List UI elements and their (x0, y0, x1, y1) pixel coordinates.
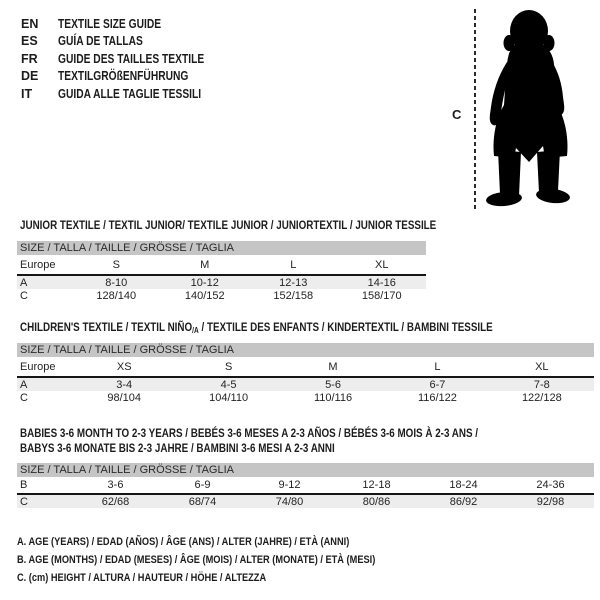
table-cell: 18-24 (449, 479, 478, 491)
column-header-cell: XL (375, 258, 389, 271)
table-cell: 122/128 (521, 391, 562, 404)
table-cell: 8-10 (105, 276, 128, 289)
footnote-age-years: A. AGE (YEARS) / EDAD (AÑOS) / ÂGE (ANS) / ALTER (JAHRE) / ETÀ (ANNI) (17, 536, 350, 548)
table-cell: 86/92 (449, 495, 478, 508)
table-cell: 128/140 (96, 289, 137, 302)
row-label: A (20, 276, 28, 289)
column-header-cell: L (290, 258, 297, 271)
table-row-a (17, 378, 594, 391)
column-header-cell: L (434, 360, 441, 373)
table-cell: 7-8 (533, 378, 550, 391)
size-header-bar: SIZE / TALLA / TAILLE / GRÖSSE / TAGLIA (17, 241, 426, 255)
language-title: TEXTILE SIZE GUIDE (58, 16, 162, 31)
region-label: Europe (20, 258, 56, 271)
region-label: Europe (20, 360, 56, 373)
table-cell: 158/170 (361, 289, 402, 302)
babies-size-table (17, 463, 594, 508)
column-header-row (17, 255, 426, 274)
row-label: B (20, 479, 28, 491)
language-code: IT (21, 86, 33, 101)
column-header-cell: XL (535, 360, 549, 373)
table-cell: 74/80 (275, 495, 304, 508)
table-cell: 104/110 (209, 391, 249, 404)
table-row-c (17, 289, 426, 302)
table-cell: 9-12 (278, 479, 301, 491)
children-table-title (20, 321, 493, 335)
table-cell: 68/74 (188, 495, 217, 508)
column-header-cell: M (200, 258, 210, 271)
table-cell: 3-6 (107, 479, 124, 491)
language-row-en (21, 15, 236, 33)
row-label: C (20, 391, 28, 404)
height-measure-dashed-line (474, 9, 476, 209)
table-cell: 116/122 (417, 391, 457, 404)
table-row-c (17, 391, 594, 404)
table-cell: 6-7 (429, 378, 446, 391)
footnote-height: C. (cm) HEIGHT / ALTURA / HAUTEUR / HÖHE / ALTEZZA (17, 572, 267, 584)
table-cell: 92/98 (536, 495, 565, 508)
language-code: FR (21, 51, 38, 66)
table-cell: 4-5 (220, 378, 237, 391)
language-title: GUÍA DE TALLAS (58, 34, 143, 49)
table-cell: 152/158 (273, 289, 314, 302)
table-cell: 110/116 (313, 391, 353, 404)
junior-table-title: JUNIOR TEXTILE / TEXTIL JUNIOR/ TEXTILE JUNIOR / JUNIORTEXTIL / JUNIOR TESSILE (20, 218, 437, 232)
column-header-cell: XS (116, 360, 132, 373)
column-header-cell: S (224, 360, 233, 373)
children-size-table (17, 343, 594, 404)
language-title: TEXTILGRÖßENFÜHRUNG (58, 69, 189, 84)
babies-table-title (20, 426, 478, 456)
language-title-list (21, 15, 236, 103)
table-cell: 12-18 (362, 479, 391, 491)
column-header-row (17, 357, 594, 376)
table-row-b (17, 477, 594, 493)
language-code: DE (21, 69, 39, 84)
row-label: C (20, 289, 28, 302)
language-row-de (21, 68, 236, 86)
column-header-cell: S (112, 258, 120, 271)
table-cell: 3-4 (116, 378, 133, 391)
size-header-bar: SIZE / TALLA / TAILLE / GRÖSSE / TAGLIA (17, 343, 594, 357)
language-row-it (21, 85, 236, 103)
table-row-a (17, 276, 426, 289)
language-row-fr (21, 50, 236, 68)
table-cell: 140/152 (184, 289, 225, 302)
table-cell: 12-13 (279, 276, 308, 289)
junior-size-table (17, 241, 426, 302)
table-cell: 24-36 (536, 479, 565, 491)
column-header-cell: M (328, 360, 338, 373)
table-cell: 10-12 (190, 276, 219, 289)
babies-title-line2: BABYS 3-6 MONATE BIS 2-3 JAHRE / BAMBINI 3-6 MESI A 2-3 ANNI (20, 441, 335, 455)
size-header-bar: SIZE / TALLA / TAILLE / GRÖSSE / TAGLIA (17, 463, 594, 477)
table-cell: 98/104 (107, 391, 142, 404)
language-title: GUIDA ALLE TAGLIE TESSILI (58, 86, 202, 101)
row-label: C (20, 495, 28, 508)
title-text: CHILDREN'S TEXTILE / TEXTIL NIÑO (20, 320, 193, 334)
language-row-es (21, 33, 236, 51)
toddler-silhouette-image (483, 10, 578, 210)
footnote-age-months: B. AGE (MONTHS) / EDAD (MESES) / ÂGE (MOIS) / ALTER (MONATE) / ETÀ (MESI) (17, 554, 376, 566)
title-text: / TEXTILE DES ENFANTS / KINDERTEXTIL / BAMBINI TESSILE (198, 320, 493, 334)
row-label: A (20, 378, 28, 391)
language-title: GUIDE DES TAILLES TEXTILE (58, 51, 205, 66)
table-cell: 62/68 (101, 495, 130, 508)
title-subscript: /A (192, 326, 199, 335)
table-cell: 80/86 (362, 495, 391, 508)
babies-title-line1: BABIES 3-6 MONTH TO 2-3 YEARS / BEBÉS 3-6 MESES A 2-3 AÑOS / BÉBÉS 3-6 MOIS À 2-3 ANS / (20, 426, 479, 440)
language-code: EN (21, 16, 39, 31)
language-code: ES (21, 34, 38, 49)
table-cell: 5-6 (325, 378, 341, 391)
height-measure-label: C (452, 107, 462, 122)
table-cell: 6-9 (194, 479, 211, 491)
table-cell: 14-16 (367, 276, 396, 289)
table-row-c (17, 495, 594, 508)
